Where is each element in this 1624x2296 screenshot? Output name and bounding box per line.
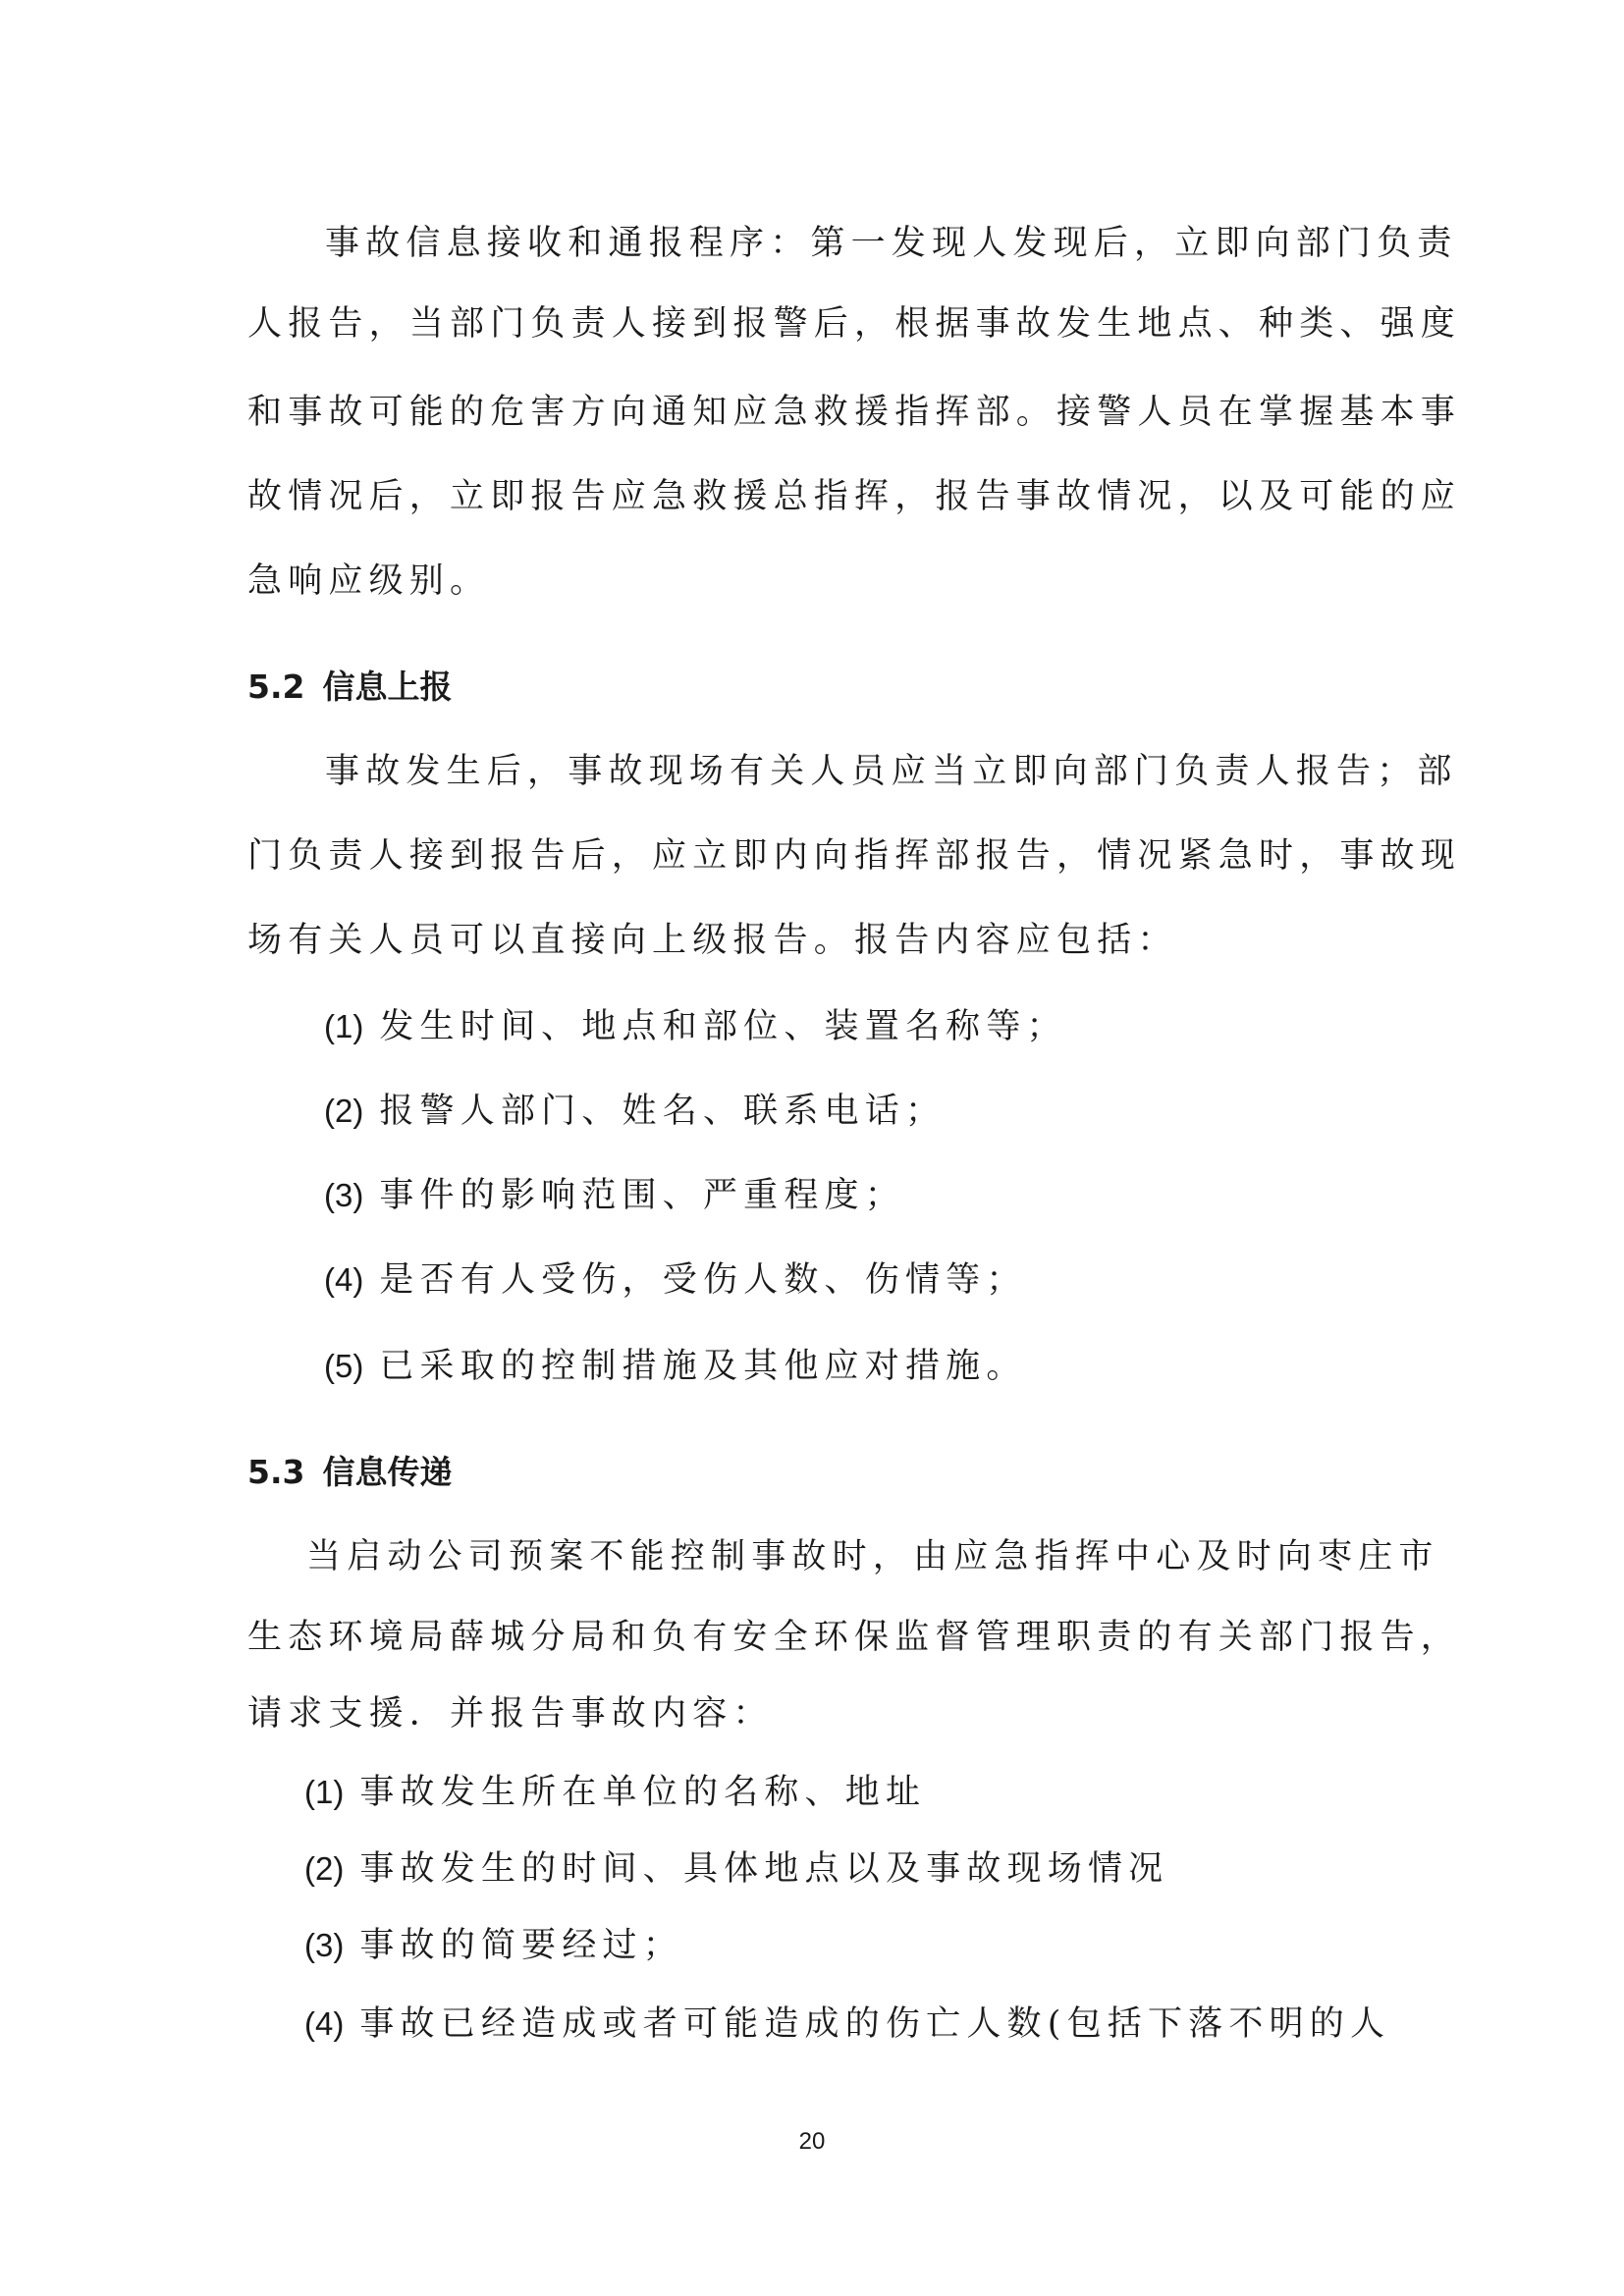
section-5-3-number: 5.3: [247, 1453, 305, 1491]
list-item-number: (3): [304, 1927, 345, 1963]
list-item-text: 已采取的控制措施及其他应对措施。: [379, 1347, 1027, 1386]
page-number: 20: [798, 2128, 826, 2155]
list-item-number: (4): [304, 2005, 345, 2042]
list-item: [304, 1847, 1168, 1891]
list-item: [324, 1345, 1027, 1388]
list-item-text: 事故发生所在单位的名称、地址: [359, 1773, 927, 1812]
section-5-2-line-2: 门负责人接到报告后，应立即内向指挥部报告，情况紧急时，事故现: [247, 836, 1462, 876]
list-item-text: 事件的影响范围、严重程度；: [379, 1176, 905, 1215]
section-5-2-number: 5.2: [247, 667, 305, 706]
list-item-number: (2): [304, 1850, 345, 1887]
list-item: [304, 2002, 1390, 2046]
section-5-3-line-1: 当启动公司预案不能控制事故时，由应急指挥中心及时向枣庄市: [306, 1537, 1439, 1576]
list-item-text: 发生时间、地点和部位、装置名称等；: [379, 1007, 1067, 1046]
list-item-number: (1): [304, 1774, 345, 1810]
list-item: [324, 1258, 1027, 1302]
list-item-number: (2): [324, 1093, 364, 1129]
list-item-number: (5): [324, 1348, 364, 1384]
list-item: [324, 1005, 1067, 1048]
intro-line-2: 人报告，当部门负责人接到报警后，根据事故发生地点、种类、强度: [247, 304, 1462, 344]
section-5-2-title: 信息上报: [322, 667, 453, 706]
section-5-2-line-1: 事故发生后，事故现场有关人员应当立即向部门负责人报告；部: [325, 752, 1458, 791]
list-item-text: 事故已经造成或者可能造成的伤亡人数(包括下落不明的人: [359, 2004, 1391, 2044]
list-item: [324, 1174, 905, 1217]
list-item-text: 报警人部门、姓名、联系电话；: [379, 1092, 947, 1131]
list-item-number: (1): [324, 1008, 364, 1044]
section-5-2-line-3: 场有关人员可以直接向上级报告。报告内容应包括：: [247, 921, 1178, 960]
section-5-3-line-2: 生态环境局薛城分局和负有安全环保监督管理职责的有关部门报告，: [247, 1618, 1462, 1657]
list-item-number: (4): [324, 1261, 364, 1298]
list-item-text: 事故发生的时间、具体地点以及事故现场情况: [359, 1849, 1169, 1889]
intro-line-1: 事故信息接收和通报程序：第一发现人发现后，立即向部门负责: [325, 224, 1458, 263]
list-item-text: 事故的简要经过；: [359, 1926, 683, 1965]
list-item: [324, 1090, 946, 1133]
intro-line-5: 急响应级别。: [247, 561, 491, 601]
section-5-3-heading: [247, 1451, 452, 1494]
section-5-3-line-3: 请求支援．并报告事故内容：: [247, 1694, 774, 1734]
section-5-2-heading: [247, 666, 452, 709]
list-item: [304, 1771, 926, 1814]
list-item: [304, 1924, 683, 1967]
list-item-text: 是否有人受伤，受伤人数、伤情等；: [379, 1260, 1027, 1300]
intro-line-4: 故情况后，立即报告应急救援总指挥，报告事故情况，以及可能的应: [247, 477, 1462, 516]
list-item-number: (3): [324, 1177, 364, 1213]
section-5-3-title: 信息传递: [322, 1453, 453, 1491]
intro-line-3: 和事故可能的危害方向通知应急救援指挥部。接警人员在掌握基本事: [247, 393, 1462, 432]
